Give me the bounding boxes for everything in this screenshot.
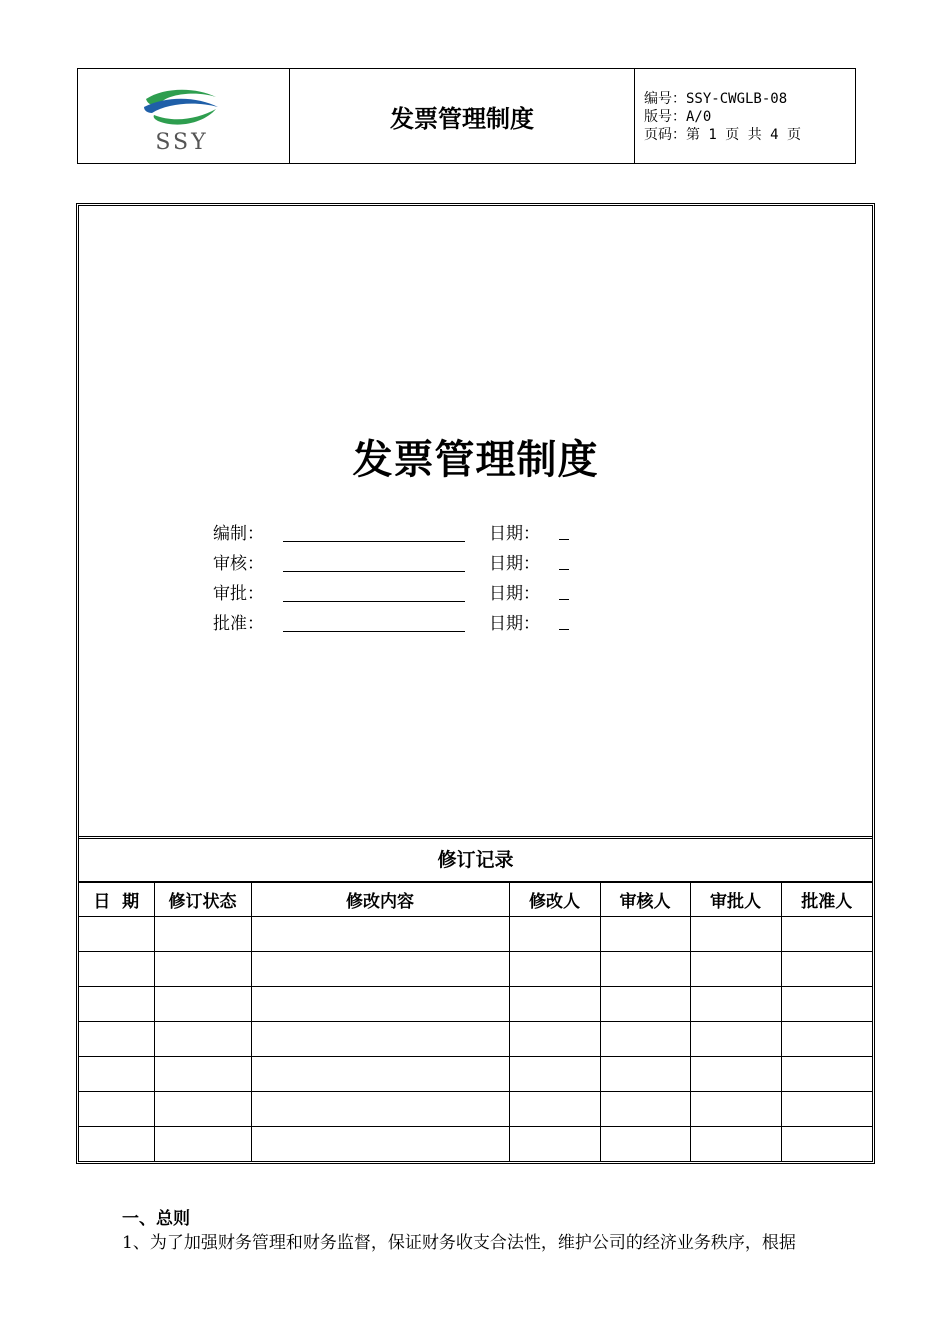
cover-title: 发票管理制度 [352,436,599,483]
date-label: 日期： [489,553,540,574]
date-label: 日期： [489,613,540,634]
signature-line [283,551,465,572]
table-cell [79,952,154,987]
table-cell [600,987,690,1022]
table-row [79,952,872,987]
table-cell [781,1057,872,1092]
table-cell [600,1127,690,1162]
table-cell [509,987,600,1022]
section-paragraph: 1、为了加强财务管理和财务监督，保证财务收支合法性，维护公司的经济业务秩序，根据 [122,1233,796,1253]
table-cell [154,917,251,952]
sign-label: 审核： [213,553,264,574]
date-label: 日期： [489,583,540,604]
date-blank [559,613,569,630]
table-cell [79,917,154,952]
date-blank [559,553,569,570]
table-cell [509,1057,600,1092]
col-revision-status: 修订状态 [154,883,251,917]
table-cell [509,1127,600,1162]
sign-row-prepared [213,516,569,546]
col-change-content: 修改内容 [251,883,509,917]
table-cell [781,987,872,1022]
table-cell [509,952,600,987]
revision-title: 修订记录 [79,839,872,882]
header-meta [635,69,855,163]
sign-label: 批准： [213,613,264,634]
col-checker: 审批人 [690,883,781,917]
col-modifier: 修改人 [509,883,600,917]
page-info: 页码：第 1 页 共 4 页 [644,127,802,143]
table-cell [600,952,690,987]
ssy-logo-icon [138,85,228,155]
sign-label: 审批： [213,583,264,604]
document-header [77,68,856,164]
table-cell [154,1092,251,1127]
table-cell [509,917,600,952]
sign-row-reviewed [213,546,569,576]
table-cell [781,1022,872,1057]
signature-line [283,611,465,632]
sign-row-approved [213,606,569,636]
table-cell [154,1022,251,1057]
sign-label: 编制： [213,523,264,544]
table-cell [509,1022,600,1057]
date-blank [559,583,569,600]
doc-number: 编号：SSY-CWGLB-08 [644,91,788,107]
signature-line [283,521,465,542]
table-cell [600,1057,690,1092]
table-cell [251,1057,509,1092]
table-cell [600,917,690,952]
col-approver: 批准人 [781,883,872,917]
table-cell [79,1057,154,1092]
table-cell [690,952,781,987]
table-cell [781,1092,872,1127]
doc-version: 版号：A/0 [644,109,712,125]
table-row [79,917,872,952]
table-cell [509,1092,600,1127]
table-cell [781,917,872,952]
header-title: 发票管理制度 [290,69,635,163]
col-date: 日 期 [79,883,154,917]
table-cell [251,1022,509,1057]
table-cell [690,1127,781,1162]
table-header-row [79,883,872,917]
table-cell [154,1127,251,1162]
logo-text: SSY [155,130,209,155]
signature-block [213,516,569,636]
table-cell [154,952,251,987]
table-cell [79,987,154,1022]
table-cell [600,1022,690,1057]
table-row [79,1057,872,1092]
table-cell [251,987,509,1022]
table-cell [79,1127,154,1162]
table-cell [251,1127,509,1162]
revision-record [79,836,872,1161]
table-cell [154,1057,251,1092]
col-reviewer: 审核人 [600,883,690,917]
revision-table [79,882,872,1161]
table-row [79,1022,872,1057]
table-row [79,1127,872,1162]
table-cell [154,987,251,1022]
table-cell [690,1057,781,1092]
table-cell [690,917,781,952]
section-heading: 一、总则 [122,1209,190,1229]
table-cell [251,1092,509,1127]
company-logo [78,69,290,163]
table-cell [690,1022,781,1057]
table-cell [79,1022,154,1057]
signature-line [283,581,465,602]
table-cell [251,917,509,952]
table-cell [251,952,509,987]
table-cell [781,1127,872,1162]
table-cell [690,1092,781,1127]
table-cell [690,987,781,1022]
table-cell [79,1092,154,1127]
table-cell [600,1092,690,1127]
sign-row-checked [213,576,569,606]
table-cell [781,952,872,987]
table-row [79,1092,872,1127]
date-label: 日期： [489,523,540,544]
cover-frame [76,203,875,1164]
date-blank [559,523,569,540]
table-row [79,987,872,1022]
